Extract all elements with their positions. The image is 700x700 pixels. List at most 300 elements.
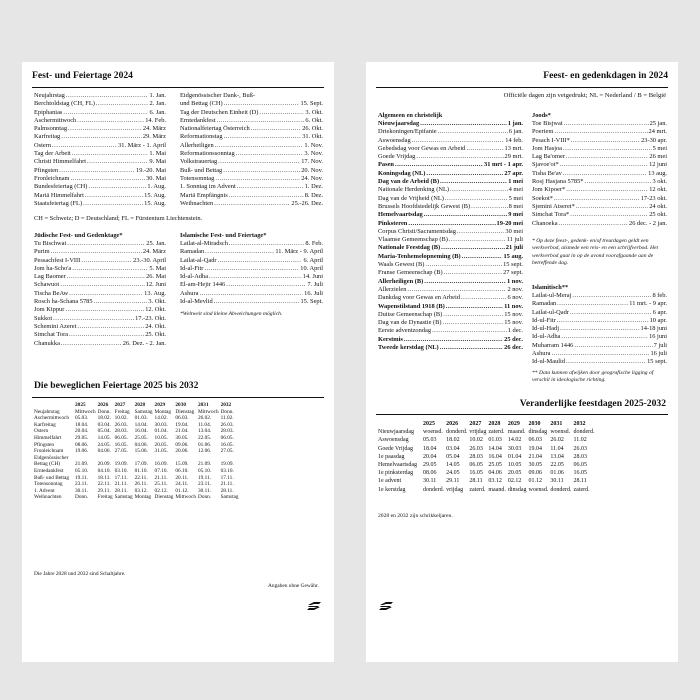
holiday-date: 31. Okt. <box>302 133 323 141</box>
holiday-date: 21 juli <box>505 244 523 252</box>
table-cell: 01.10. <box>134 467 148 474</box>
holiday-date: 20. Nov. <box>301 166 323 174</box>
list-item <box>180 117 323 125</box>
holiday-date: 1. Mai <box>149 150 166 158</box>
holiday-name: Tweede kerstdag (NL) <box>378 344 439 352</box>
list-item <box>532 358 667 366</box>
islamic-title: Islamische Fest- und Feiertage* <box>180 232 267 239</box>
list-item <box>180 265 323 273</box>
list-item <box>180 290 323 298</box>
list-item <box>532 300 667 308</box>
holiday-name: 1. Sonntag im Advent <box>180 183 236 191</box>
leader-dots <box>466 145 503 153</box>
holiday-date: 3. Nov. <box>304 150 323 158</box>
table-cell: 04.06 <box>488 470 502 477</box>
holiday-name: Soekot* <box>532 194 553 202</box>
jewish-title-nl: Joods* <box>532 112 551 119</box>
table-cell: 25.11. <box>154 481 168 488</box>
table-row <box>34 442 241 449</box>
table-cell: 13.04 <box>550 453 564 460</box>
leader-dots <box>215 142 304 150</box>
leader-dots <box>570 309 652 317</box>
table-cell <box>115 455 135 462</box>
leader-dots <box>443 319 504 327</box>
table-cell: 30.05. <box>175 434 189 441</box>
left-title: Fest- und Feiertage 2024 <box>32 70 133 81</box>
row-label: 1e paasdag <box>378 453 405 460</box>
table-cell: 30.03 <box>507 445 522 452</box>
holiday-name: Id-al-Adha <box>180 273 209 281</box>
table-row <box>34 468 241 475</box>
table-cell: Donn. <box>198 494 212 501</box>
leader-dots <box>199 290 303 298</box>
table-cell: 01.12 <box>528 478 542 485</box>
holiday-date: 12 juni <box>649 161 667 169</box>
list-item <box>378 161 523 169</box>
column-header <box>34 402 75 409</box>
row-label: Himmelfahrt <box>34 434 62 441</box>
column-header: 2031 <box>198 402 209 408</box>
jewish-list <box>34 240 166 348</box>
table-cell: 22.05. <box>198 434 212 441</box>
table-cell: Dienstag <box>154 494 174 501</box>
table-cell: 21.09. <box>75 461 89 468</box>
leader-dots <box>224 133 302 141</box>
table-row <box>378 453 597 461</box>
holiday-date: 6. Okt. <box>305 116 323 124</box>
leader-dots <box>566 186 648 194</box>
leader-dots <box>69 331 144 339</box>
table-cell <box>198 455 221 462</box>
table-cell: 14.02. <box>154 415 168 422</box>
holiday-name: Aschermittwoch <box>34 116 77 124</box>
holiday-date: 19.-20. Mai <box>136 166 166 174</box>
list-item <box>34 200 166 208</box>
row-label: Weihnachten <box>34 494 62 501</box>
row-label: 1e advent <box>378 478 402 485</box>
leader-dots <box>554 195 640 203</box>
holiday-name: Pesach I-VIII* <box>532 136 570 144</box>
table-cell: donderd. <box>550 486 572 493</box>
leader-dots <box>72 150 148 158</box>
table-cell: 28.11. <box>114 487 128 494</box>
list-item <box>34 133 166 141</box>
holiday-name: Chanukka <box>34 339 60 347</box>
movable-table-nl <box>378 420 597 494</box>
row-label: Fronleichnam <box>34 448 64 455</box>
row-label: 1e pinksterdag <box>378 470 414 477</box>
holiday-date: 14-18 juni <box>640 325 667 333</box>
leader-dots <box>60 281 145 289</box>
table-cell: donderd. <box>573 429 595 436</box>
holiday-date: 6. April <box>303 256 323 264</box>
leader-dots <box>81 257 132 265</box>
leader-dots <box>584 178 651 186</box>
list-item <box>34 323 166 331</box>
table-cell <box>98 455 115 462</box>
movable-table <box>34 402 241 501</box>
holiday-date: 17. Nov. <box>301 158 323 166</box>
table-cell: 03.12 <box>488 478 502 485</box>
table-cell: 03.12. <box>134 487 148 494</box>
leader-dots <box>77 117 144 125</box>
table-cell: 22.11. <box>97 481 111 488</box>
list-item <box>378 203 523 211</box>
leader-dots <box>215 175 300 183</box>
row-label: Karfreitag <box>34 421 56 428</box>
table-cell: 16.04. <box>134 428 148 435</box>
column-header: 2031 <box>550 421 563 427</box>
column-header: 2027 <box>469 421 482 427</box>
holiday-date: 24. März <box>142 248 166 256</box>
list-item <box>34 142 166 150</box>
list-item <box>378 269 523 277</box>
table-row <box>34 461 241 468</box>
list-item <box>532 186 667 194</box>
table-header-row <box>34 402 241 409</box>
leader-dots <box>471 203 507 211</box>
list-item <box>34 340 166 348</box>
list-item <box>378 286 523 294</box>
table-row <box>34 428 241 435</box>
list-item <box>34 306 166 314</box>
table-cell: Samstag <box>220 494 239 501</box>
list-item <box>378 311 523 319</box>
holiday-name: Chanoeka <box>532 219 558 227</box>
table-cell: 11.02. <box>220 415 234 422</box>
holiday-name: Allerheiligen <box>180 141 214 149</box>
holiday-name: Purim <box>34 248 50 256</box>
holiday-name: Mariä Empfängnis <box>180 191 228 199</box>
holiday-date: 19-20 mei <box>496 219 523 227</box>
table-cell: 01.12. <box>175 487 189 494</box>
leader-dots <box>85 192 143 200</box>
leader-dots <box>560 325 640 333</box>
holiday-name: Id-ul-Adha <box>532 333 561 341</box>
column-header: 2028 <box>134 402 146 408</box>
holiday-date: 26. Mai <box>146 273 166 281</box>
holiday-date: 30 mei <box>505 227 523 235</box>
table-cell: 27.05. <box>114 448 128 455</box>
table-cell: 30.11. <box>75 487 89 494</box>
row-label: Bettag (CH) <box>34 461 61 468</box>
holiday-name: Rosch ha-Schana 5785 <box>34 298 93 306</box>
leader-dots <box>557 317 649 325</box>
table-cell: 05.04. <box>97 428 111 435</box>
leader-dots <box>457 228 505 236</box>
holiday-name: Buß- und Bettag <box>180 166 223 174</box>
table-cell: 06.05. <box>220 434 234 441</box>
movable-rule <box>32 397 324 398</box>
table-cell: 12.06. <box>198 448 212 455</box>
table-row <box>34 415 241 422</box>
table-cell: 04.06. <box>134 441 148 448</box>
table-cell: Dienstag <box>175 408 195 415</box>
holiday-date: 15 nov. <box>504 319 523 327</box>
table-cell: 18.04 <box>422 445 437 452</box>
holiday-date: 13 aug. <box>648 169 667 177</box>
holiday-name: Ashura <box>532 350 551 358</box>
leader-dots <box>237 183 304 191</box>
list-item <box>378 153 523 161</box>
islamic-list-nl <box>532 292 667 367</box>
holiday-date: 16 juli <box>650 350 667 358</box>
leader-dots <box>229 240 305 248</box>
islamic-note: *Weltweit sind kleine Abweichungen möglich. <box>180 311 283 317</box>
table-cell: vrijdag <box>469 429 487 436</box>
right-page <box>366 62 678 662</box>
table-cell: 02.12 <box>507 478 522 485</box>
holiday-date: 2. Jan. <box>149 100 166 108</box>
table-cell: 19.11. <box>198 474 212 481</box>
holiday-date: 1 jan. <box>507 120 523 127</box>
table-cell: 01.06. <box>198 441 212 448</box>
islamic-note-nl: ** Data kunnen afwijken door geografische ligging of verschil in ideologische richting. <box>532 370 654 384</box>
list-item <box>34 192 166 200</box>
leader-dots <box>566 153 649 161</box>
holiday-date: 1 dec. <box>507 327 523 335</box>
list-item <box>532 170 667 178</box>
holiday-name: Berchtoldstag (CH, FL) <box>34 100 95 108</box>
leader-dots <box>66 92 149 100</box>
brand-logo-icon <box>378 600 394 612</box>
leader-dots <box>566 358 646 366</box>
list-item <box>532 342 667 350</box>
leader-dots <box>223 167 300 175</box>
leader-dots <box>561 333 648 341</box>
table-cell: 10.02. <box>114 415 128 422</box>
table-cell: 03.04 <box>446 445 460 452</box>
column-header: 2027 <box>114 402 126 408</box>
holiday-name: Wapenstilstand 1918 (B) <box>378 302 445 310</box>
holiday-date: 6 jan. <box>508 128 523 136</box>
holiday-date: 25.-26. Dez. <box>291 199 323 207</box>
list-item <box>378 120 523 128</box>
table-cell: 22.11. <box>134 474 148 481</box>
holiday-name: Vlaamse Gemeenschap (B) <box>378 236 448 244</box>
row-label: Aswoensdag <box>378 437 409 444</box>
table-cell: 26.03 <box>573 445 588 452</box>
table-cell <box>75 455 98 462</box>
leader-dots <box>444 269 503 277</box>
leader-dots <box>557 300 628 308</box>
list-item <box>378 319 523 327</box>
table-cell: 18.04. <box>75 421 89 428</box>
table-cell: 02.12. <box>154 487 168 494</box>
leader-dots <box>424 278 506 286</box>
holiday-name: Allerheiligen (B) <box>378 277 424 285</box>
holiday-name: Neujahrstag <box>34 92 65 99</box>
table-header-row <box>378 420 597 428</box>
table-cell: Freitag <box>114 408 130 415</box>
holiday-name: Tischa BeAw <box>34 289 69 297</box>
table-cell: 15.09. <box>175 461 189 468</box>
column-header: 2025 <box>75 402 86 408</box>
leader-dots <box>554 128 647 136</box>
list-item <box>180 200 323 208</box>
table-cell: 17.11. <box>114 474 128 481</box>
holiday-date: 15. Sept. <box>300 298 323 306</box>
table-cell: 14.04. <box>134 421 148 428</box>
table-cell: woensd. <box>550 429 571 436</box>
row-label: Aschermittwoch <box>34 415 70 422</box>
holiday-name: Fronleichnam <box>34 174 70 182</box>
holiday-name: Tag der Arbeit <box>34 150 71 158</box>
leader-dots <box>461 294 506 302</box>
holiday-date: 25 okt. <box>649 211 667 219</box>
movable-rule-nl <box>376 414 668 415</box>
list-item <box>378 178 523 186</box>
leader-dots <box>68 125 142 133</box>
list-item <box>34 150 166 158</box>
holiday-date: 17-23 okt. <box>640 194 667 202</box>
table-cell: dinsdag <box>507 486 527 493</box>
holiday-name: Ramadan <box>180 248 205 256</box>
holiday-date: 1. Dez. <box>304 183 323 191</box>
table-cell: 26.03. <box>114 421 128 428</box>
leader-dots <box>61 340 122 348</box>
holiday-name: Karfreitag <box>34 133 61 141</box>
list-item <box>180 125 323 133</box>
holiday-date: 24 okt. <box>649 202 667 210</box>
holiday-name: Palmsonntag <box>34 125 68 133</box>
holiday-name: Allerzielen <box>378 285 407 293</box>
list-item <box>34 257 166 265</box>
holiday-name: Pessachfest I-VIII <box>34 256 81 264</box>
leader-dots <box>576 203 648 211</box>
leader-dots <box>426 170 503 178</box>
holiday-name: Jom Hasjoa <box>532 144 562 152</box>
leader-dots <box>551 350 649 358</box>
list-item <box>34 331 166 339</box>
leader-dots <box>395 161 483 169</box>
list-item <box>180 273 323 281</box>
list-item <box>180 175 323 183</box>
table-cell: Montag <box>154 408 172 415</box>
movable-title: Die beweglichen Feiertage 2025 bis 2032 <box>34 380 199 391</box>
list-item <box>532 317 667 325</box>
list-item <box>180 240 323 248</box>
table-cell: 14.05. <box>97 434 111 441</box>
leader-dots <box>563 170 647 178</box>
table-cell: 19.09. <box>114 461 128 468</box>
table-cell: 29.05. <box>75 434 89 441</box>
holiday-date: 16 juni <box>649 333 667 341</box>
table-cell: maand. <box>507 429 526 436</box>
holiday-name: Driekoningen/Epifanie <box>378 128 437 136</box>
table-cell: 21.09. <box>198 461 212 468</box>
list-item <box>180 183 323 191</box>
holiday-name: Lailat-al-Miradsch <box>180 240 228 247</box>
leader-dots <box>407 286 506 294</box>
holiday-date: 26 dec. - 2 jan. <box>629 219 667 227</box>
holiday-date: 31. März - 1. April <box>118 141 166 149</box>
list-item <box>34 315 166 323</box>
holiday-date: 14. Feb. <box>145 116 166 124</box>
list-item <box>532 350 667 358</box>
table-cell: 19.04 <box>528 445 542 452</box>
leader-dots <box>563 145 652 153</box>
leader-dots <box>209 273 302 281</box>
islamic-list <box>180 240 323 306</box>
holiday-name: Schemini Azeret <box>34 322 77 330</box>
list-item <box>378 211 523 219</box>
list-item <box>378 186 523 194</box>
table-cell: 20.05. <box>154 441 168 448</box>
holiday-list-2024-col1 <box>34 92 166 208</box>
table-cell: 28.11 <box>469 478 483 485</box>
holiday-name: Id-al-Mevlid <box>180 298 213 306</box>
leader-dots <box>226 281 306 289</box>
list-item <box>532 137 667 145</box>
list-item <box>532 195 667 203</box>
list-item <box>378 244 523 252</box>
table-cell: 19.04. <box>175 421 189 428</box>
leader-dots <box>87 158 148 166</box>
holiday-date: 6 apr. <box>652 308 667 316</box>
holiday-date: 11 mrt. - 9 apr. <box>629 300 667 308</box>
table-cell: 11.04. <box>198 421 212 428</box>
holiday-name: Dag van de Arbeid (B) <box>378 178 440 186</box>
right-title-rule <box>376 87 668 88</box>
leader-dots <box>218 158 300 166</box>
table-cell: 19.11. <box>75 474 89 481</box>
table-cell: 15.06. <box>134 448 148 455</box>
list-item <box>180 142 323 150</box>
leader-dots <box>72 265 148 273</box>
list-item <box>532 178 667 186</box>
list-item <box>378 236 523 244</box>
holiday-date: 8 feb. <box>652 292 667 299</box>
holiday-name: El-am-Hejir 1446 <box>180 281 226 289</box>
leader-dots <box>96 100 149 108</box>
table-cell: 05.10. <box>75 467 89 474</box>
holiday-name: Ashura <box>180 289 199 297</box>
table-cell: 17.11. <box>220 474 234 481</box>
holiday-date: 30. Mai <box>146 174 166 182</box>
table-cell: 28.03 <box>469 453 483 460</box>
table-cell: 06.05. <box>114 434 128 441</box>
table-cell: 31.05. <box>154 448 168 455</box>
leader-dots <box>449 236 506 244</box>
list-item <box>34 100 166 108</box>
table-row <box>34 494 241 501</box>
list-item <box>378 261 523 269</box>
holiday-date: 25. Jan. <box>146 240 166 247</box>
table-cell: Mittwoch <box>175 494 196 501</box>
table-cell: 16.09. <box>154 461 168 468</box>
jewish-title: Jüdische Fest- und Gedenktage* <box>34 232 123 239</box>
holiday-date: 1 mei <box>508 178 523 186</box>
table-cell: 26.03. <box>220 421 234 428</box>
row-label: Ostern <box>34 428 49 435</box>
holiday-date: 15. Aug. <box>144 191 166 199</box>
table-cell: 05.03 <box>422 437 437 444</box>
table-cell: 20.04 <box>422 453 437 460</box>
column-header: 2030 <box>528 421 541 427</box>
holiday-name: Muharram 1446 <box>532 341 574 349</box>
table-cell: Mittwoch <box>75 408 96 415</box>
table-cell: vrijdag <box>446 486 464 493</box>
table-cell: dinsdag <box>528 429 548 436</box>
table-cell: Montag <box>134 494 152 501</box>
row-label: Pfingsten <box>34 441 55 448</box>
holiday-name: Kerstmis <box>378 335 403 343</box>
table-cell: 01.04 <box>507 453 522 460</box>
row-label: Goede Vrijdag <box>378 445 414 452</box>
table-cell: 06.05 <box>469 462 483 469</box>
table-cell: 23.11. <box>75 481 89 488</box>
